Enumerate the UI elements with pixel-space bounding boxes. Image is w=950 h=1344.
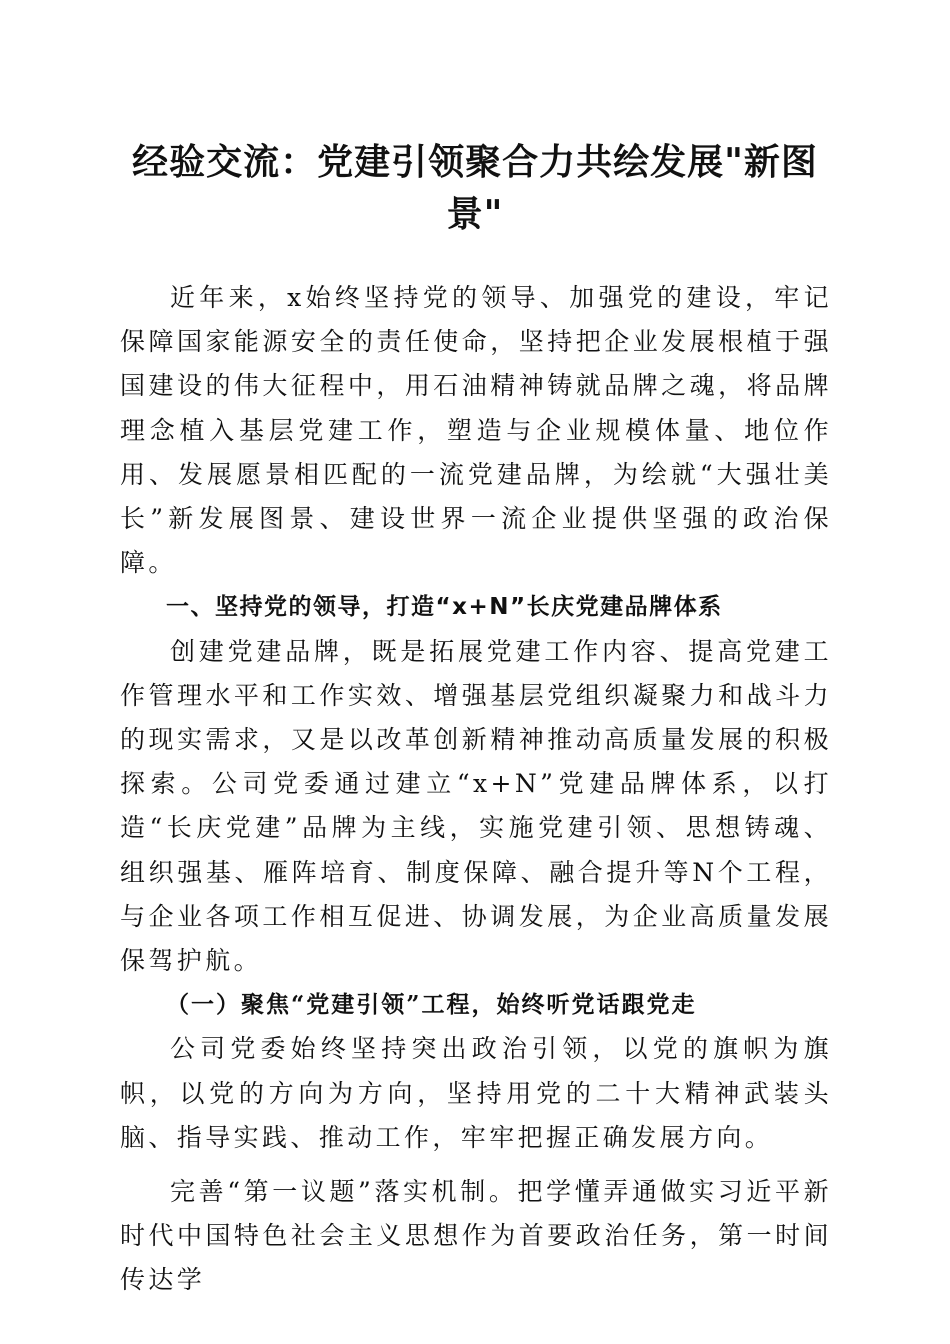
document-title: 经验交流：党建引领聚合力共绘发展"新图景" (132, 141, 818, 235)
section-paragraph: 创建党建品牌，既是拓展党建工作内容、提高党建工作管理水平和工作实效、增强基层党组织凝聚力和战斗力的现实需求，又是以改革创新精神推动高质量发展的积极探索。公司党委通过建立“x+N”党建品牌体系，以打造“长庆党建”品牌为主线，实施党建引领、思想铸魂、组织强基、雁阵培育、制度保障、融合提升等N个工程，与企业各项工作相互促进、协调发展，为企业高质量发展保驾护航。 (120, 636, 832, 976)
document-body (120, 276, 832, 1303)
subsection-paragraph: 公司党委始终坚持突出政治引领，以党的旗帜为旗帜，以党的方向为方向，坚持用党的二十大精神武装头脑、指导实践、推动工作，牢牢把握正确发展方向。 (120, 1034, 832, 1152)
intro-paragraph: 近年来，x始终坚持党的领导、加强党的建设，牢记保障国家能源安全的责任使命，坚持把企业发展根植于强国建设的伟大征程中，用石油精神铸就品牌之魂，将品牌理念植入基层党建工作，塑造与企业规模体量、地位作用、发展愿景相匹配的一流党建品牌，为绘就“大强壮美长”新发展图景、建设世界一流企业提供坚强的政治保障。 (120, 283, 832, 578)
subsection-heading-1: （一）聚焦“党建引领”工程，始终听党话跟党走 (166, 991, 697, 1019)
section-heading-1: 一、坚持党的领导，打造“x+N”长庆党建品牌体系 (166, 594, 723, 621)
body-paragraph: 完善“第一议题”落实机制。把学懂弄通做实习近平新时代中国特色社会主义思想作为首要政治任务，第一时间传达学 (120, 1177, 832, 1295)
